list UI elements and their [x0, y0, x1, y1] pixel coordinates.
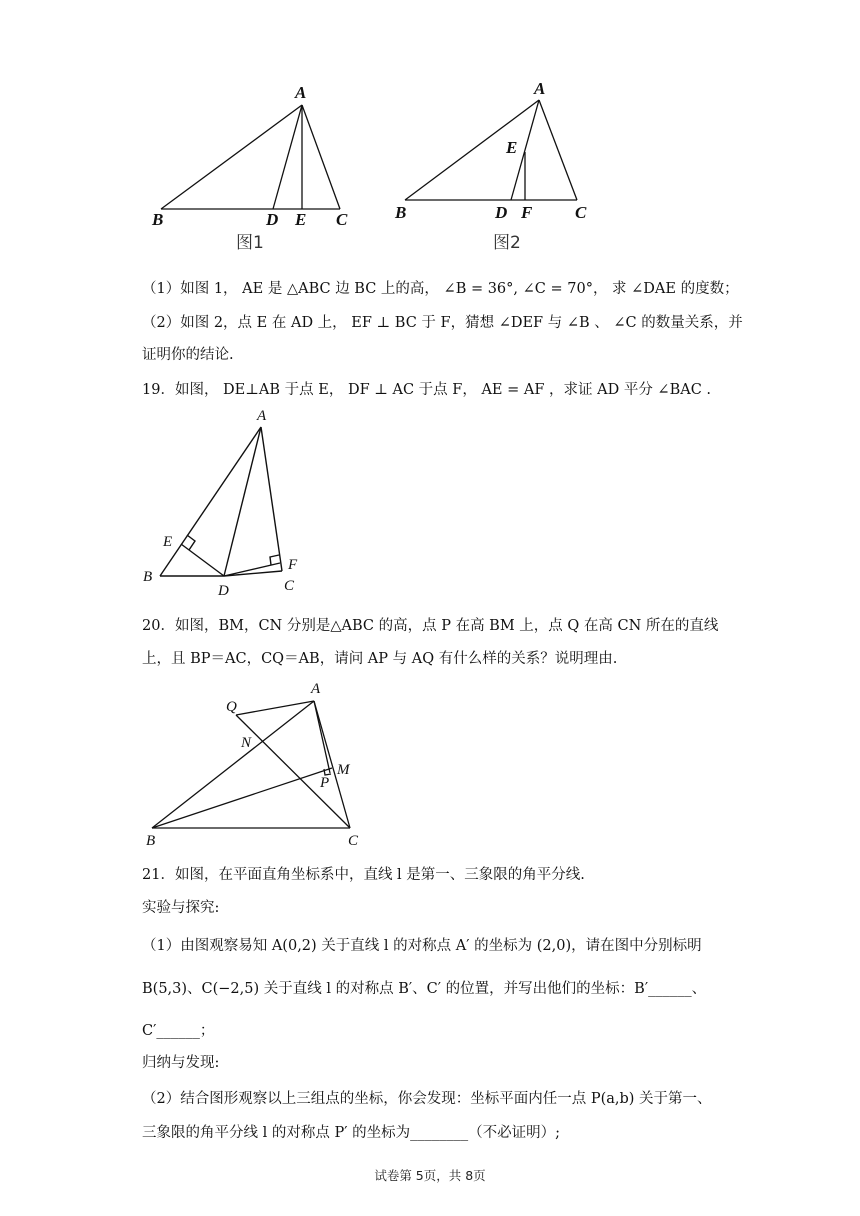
page-footer: 试卷第 5页，共 8页 — [374, 1168, 486, 1183]
q21-intro: 21．如图，在平面直角坐标系中，直线 l 是第一、三象限的角平分线. — [142, 867, 585, 883]
figure-19 — [138, 403, 308, 598]
fig2-label-a: A — [534, 79, 546, 98]
fig19-label-e: E — [163, 534, 173, 550]
q21-part2-line1: （2）结合图形观察以上三组点的坐标，你会发现：坐标平面内任一点 P(a,b) 关于第一、 — [142, 1091, 712, 1107]
q21-part1-line2: B(5,3)、C(−2,5) 关于直线 l 的对称点 B′、C′ 的位置，并写出他们的坐标：B′______、 — [142, 981, 707, 997]
fig2-caption: 图2 — [493, 233, 521, 253]
fig20-label-q: Q — [226, 699, 237, 715]
figure-1 — [140, 78, 380, 253]
fig20-label-m: M — [337, 762, 350, 778]
fig20-label-a: A — [311, 681, 321, 697]
fig19-label-c: C — [284, 578, 295, 594]
fig20-label-b: B — [146, 833, 156, 849]
fig2-label-b: B — [395, 203, 407, 222]
fig2-label-f: F — [521, 203, 533, 222]
fig2-label-e: E — [506, 138, 518, 157]
q21-part1-line3: C′______； — [142, 1023, 215, 1039]
fig2-label-d: D — [495, 203, 508, 222]
fig1-label-e: E — [295, 210, 307, 229]
q20-line1: 20．如图，BM，CN 分别是△ABC 的高，点 P 在高 BM 上，点 Q 在高 CN 所在的直线 — [142, 618, 719, 634]
fig20-label-n: N — [241, 735, 252, 751]
fig20-label-p: P — [320, 775, 330, 791]
q21-section-induction: 归纳与发现: — [142, 1055, 220, 1071]
figure-2 — [385, 76, 615, 253]
figure-20 — [138, 676, 378, 851]
fig1-label-d: D — [266, 210, 279, 229]
q21-part1-line1: （1）由图观察易知 A(0,2) 关于直线 l 的对称点 A′ 的坐标为 (2,0)，请在图中分别标明 — [142, 938, 702, 954]
fig1-label-b: B — [152, 210, 164, 229]
fig19-label-b: B — [143, 569, 153, 585]
fig1-label-c: C — [336, 210, 348, 229]
q18-part2-line2: 证明你的结论. — [142, 347, 234, 363]
q20-line2: 上，且 BP＝AC，CQ＝AB，请问 AP 与 AQ 有什么样的关系？说明理由. — [142, 651, 618, 667]
fig1-label-a: A — [295, 83, 307, 102]
fig20-label-c: C — [348, 833, 359, 849]
q19-text: 19．如图， DE⊥AB 于点 E， DF ⊥ AC 于点 F， AE = AF ，求证 AD 平分 ∠BAC . — [142, 382, 712, 398]
fig1-caption: 图1 — [236, 233, 264, 253]
q21-section-experiment: 实验与探究: — [142, 900, 220, 916]
q18-part1: （1）如图 1， AE 是 △ABC 边 BC 上的高， ∠B = 36°, ∠C = 70°， 求 ∠DAE 的度数； — [142, 281, 739, 297]
fig19-label-f: F — [288, 557, 298, 573]
fig2-label-c: C — [575, 203, 587, 222]
fig19-label-d: D — [218, 583, 229, 598]
q18-part2-line1: （2）如图 2，点 E 在 AD 上， EF ⊥ BC 于 F，猜想 ∠DEF 与 ∠B 、 ∠C 的数量关系，并 — [142, 315, 743, 331]
q21-part2-line2: 三象限的角平分线 l 的对称点 P′ 的坐标为________（不必证明）; — [142, 1125, 561, 1141]
fig19-label-a: A — [257, 408, 267, 424]
